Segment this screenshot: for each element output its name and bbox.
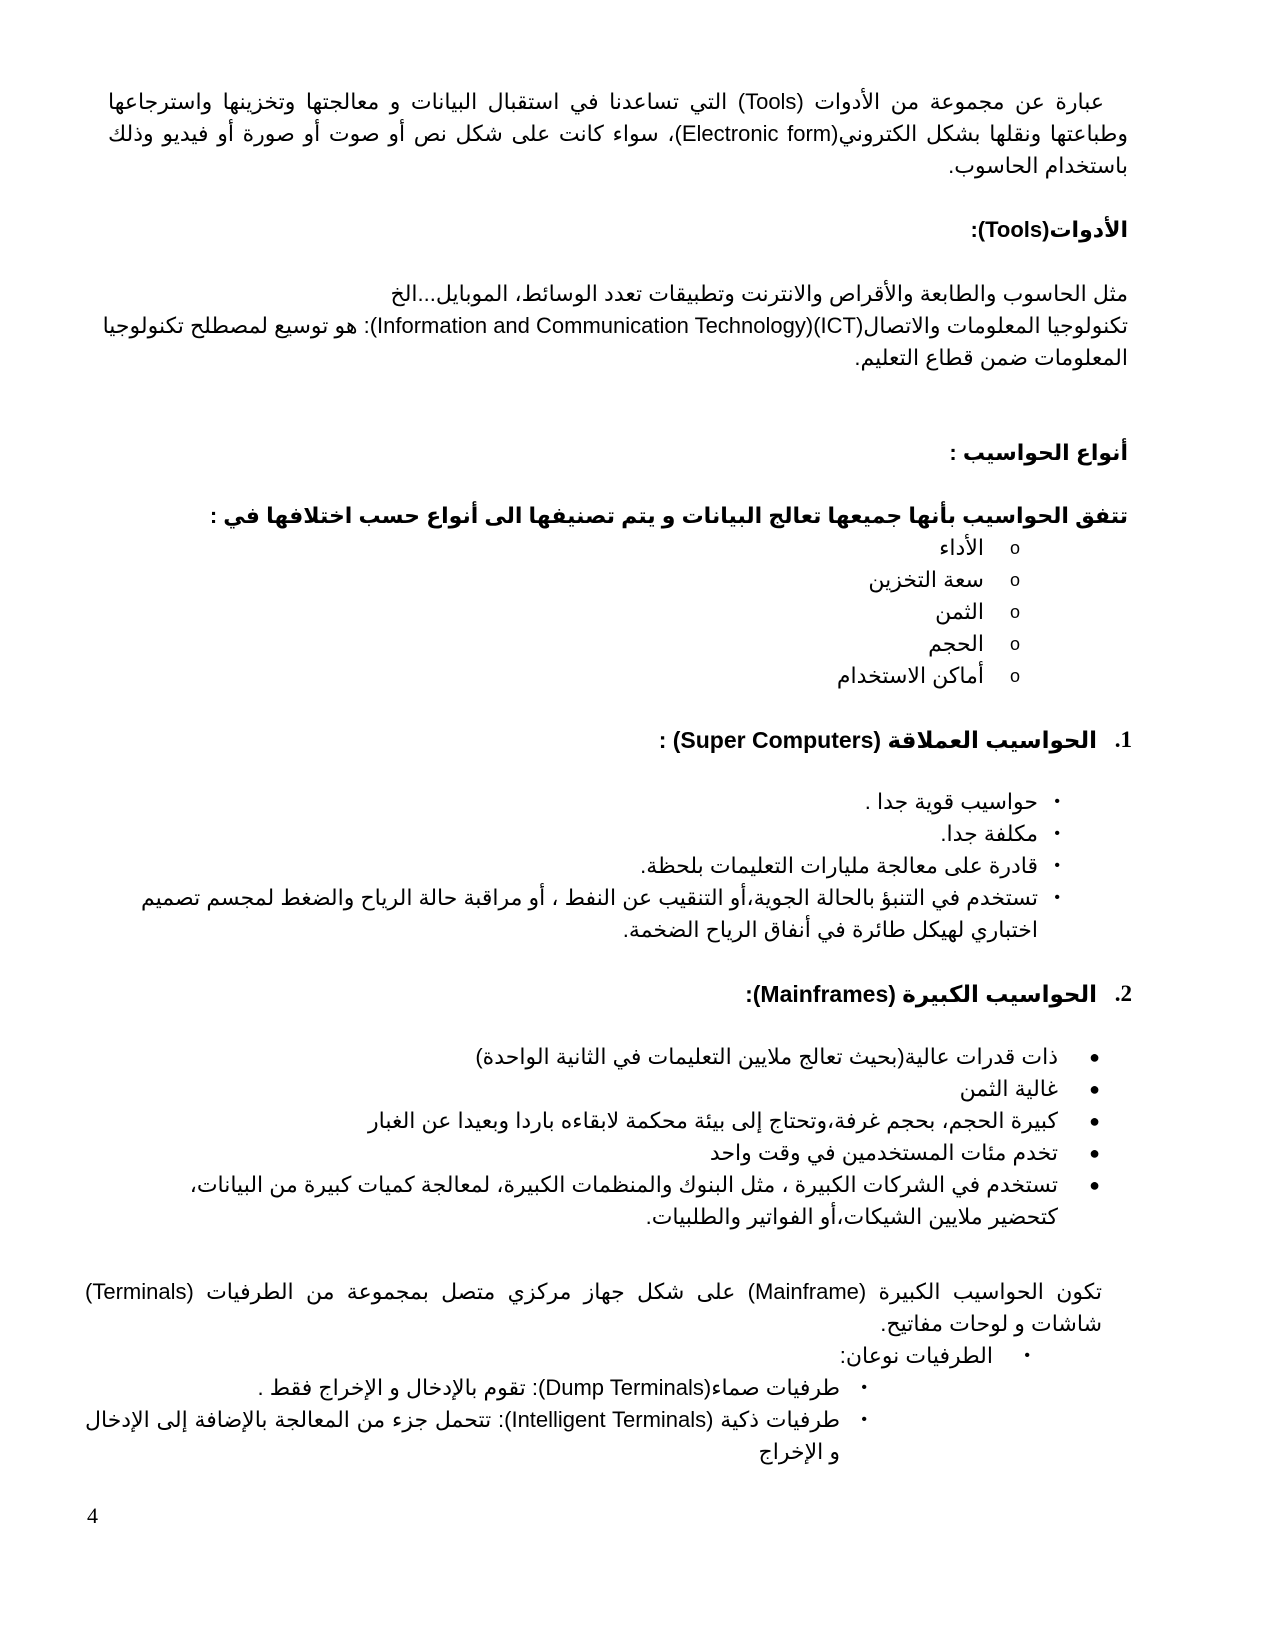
supercomputers-list xyxy=(110,786,1060,946)
circle-bullet-icon: o xyxy=(1009,570,1020,590)
mainframes-list xyxy=(135,1041,1100,1233)
bullet-icon: • xyxy=(1054,889,1060,906)
circle-bullet-icon: o xyxy=(1009,666,1020,686)
list-item xyxy=(837,564,1020,596)
bullet-icon: • xyxy=(1054,857,1060,874)
circle-bullet-icon: o xyxy=(1009,538,1020,558)
list-item xyxy=(837,660,1020,692)
list-item xyxy=(837,596,1020,628)
list-item xyxy=(135,1169,1100,1233)
list-item xyxy=(110,786,1060,818)
section-title: الحواسيب العملاقة (Super Computers) : xyxy=(658,727,1097,753)
computer-types-lead: تتفق الحواسيب بأنها جميعها تعالج البيانات و يتم تصنيفها الى أنواع حسب اختلافها في : xyxy=(209,503,1128,528)
mainframes-heading xyxy=(745,978,1132,1010)
list-item xyxy=(135,1105,1100,1137)
bullet-icon: • xyxy=(861,1411,867,1428)
criteria-list xyxy=(837,532,1020,692)
bullet-icon: ● xyxy=(1089,1175,1100,1195)
list-item-text: كبيرة الحجم، بحجم غرفة،وتحتاج إلى بيئة محكمة لابقاءه باردا وبعيدا عن الغبار xyxy=(368,1108,1058,1133)
section-title: الحواسيب الكبيرة (Mainframes): xyxy=(745,981,1097,1007)
terminals-paragraph: تكون الحواسيب الكبيرة (Mainframe) على شكل جهاز مركزي متصل بمجموعة من الطرفيات (Terminals) شاشات و لوحات مفاتيح. xyxy=(85,1279,1102,1336)
terminal-types-list xyxy=(85,1372,867,1468)
terminal-types-label xyxy=(839,1340,1030,1372)
list-item xyxy=(135,1041,1100,1073)
bullet-icon: • xyxy=(1024,1347,1030,1364)
criteria-item: الثمن xyxy=(935,599,984,624)
section-number: 1. xyxy=(1114,727,1132,752)
intro-paragraph xyxy=(108,86,1128,182)
bullet-icon: ● xyxy=(1089,1047,1100,1067)
list-item-text: ذات قدرات عالية(بحيث تعالج ملايين التعليمات في الثانية الواحدة) xyxy=(475,1044,1058,1069)
bullet-icon: • xyxy=(1054,793,1060,810)
intro-text: عبارة عن مجموعة من الأدوات (Tools) التي تساعدنا في استقبال البيانات و معالجتها وتخزينها واسترجاعها وطباعتها ونقلها بشكل الكتروني(Electronic form)، سواء كانت على شكل نص أو صوت أو صورة أو فيديو وذلك باستخدام الحاسوب. xyxy=(108,89,1128,178)
supercomputers-heading xyxy=(658,724,1132,756)
list-item-text: غالية الثمن xyxy=(959,1076,1058,1101)
list-item-text: طرفيات صماء(Dump Terminals): تقوم بالإدخال و الإخراج فقط . xyxy=(257,1375,840,1400)
page-number: 4 xyxy=(87,1503,98,1528)
list-item-text: تستخدم في التنبؤ بالحالة الجوية،أو التنقيب عن النفط ، أو مراقبة حالة الرياح والضغط لمجسم تصميم اختباري لهيكل طائرة في أنفاق الرياح الضخمة. xyxy=(141,885,1038,942)
list-item-text: تستخدم في الشركات الكبيرة ، مثل البنوك والمنظمات الكبيرة، لمعالجة كميات كبيرة من البيانات، كتحضير ملايين الشيكات،أو الفواتير والطلبيات. xyxy=(189,1172,1058,1229)
ict-definition: تكنولوجيا المعلومات والاتصال(ICT)(Information and Communication Technology): هو توسيع لمصطلح تكنولوجيا المعلومات ضمن قطاع التعليم. xyxy=(102,313,1128,370)
list-item-text: قادرة على معالجة مليارات التعليمات بلحظة. xyxy=(640,853,1038,878)
bullet-icon: ● xyxy=(1089,1079,1100,1099)
list-item-text: مكلفة جدا. xyxy=(940,821,1038,846)
circle-bullet-icon: o xyxy=(1009,602,1020,622)
list-item xyxy=(110,850,1060,882)
list-item xyxy=(837,532,1020,564)
tools-paragraph xyxy=(90,278,1128,374)
bullet-icon: ● xyxy=(1089,1111,1100,1131)
computer-types-heading: أنواع الحواسيب : xyxy=(949,440,1128,465)
bullet-icon: • xyxy=(861,1379,867,1396)
list-item xyxy=(135,1073,1100,1105)
criteria-item: الحجم xyxy=(928,631,984,656)
terminal-types-text: الطرفيات نوعان: xyxy=(839,1343,993,1368)
list-item xyxy=(135,1137,1100,1169)
criteria-item: الأداء xyxy=(939,535,984,560)
list-item xyxy=(837,628,1020,660)
list-item-text: طرفيات ذكية (Intelligent Terminals): تتحمل جزء من المعالجة بالإضافة إلى الإدخال و الإخراج xyxy=(85,1407,841,1464)
criteria-item: سعة التخزين xyxy=(868,567,984,592)
list-item xyxy=(85,1372,867,1404)
list-item-text: تخدم مئات المستخدمين في وقت واحد xyxy=(709,1140,1058,1165)
tools-examples: مثل الحاسوب والطابعة والأقراص والانترنت وتطبيقات تعدد الوسائط، الموبايل...الخ xyxy=(390,281,1128,306)
section-number: 2. xyxy=(1114,981,1132,1006)
list-item-text: حواسيب قوية جدا . xyxy=(864,789,1038,814)
tools-heading: الأدوات(Tools): xyxy=(970,217,1128,242)
list-item xyxy=(110,818,1060,850)
criteria-item: أماكن الاستخدام xyxy=(836,663,984,688)
bullet-icon: • xyxy=(1054,825,1060,842)
list-item xyxy=(110,882,1060,946)
circle-bullet-icon: o xyxy=(1009,634,1020,654)
bullet-icon: ● xyxy=(1089,1143,1100,1163)
list-item xyxy=(85,1404,867,1468)
